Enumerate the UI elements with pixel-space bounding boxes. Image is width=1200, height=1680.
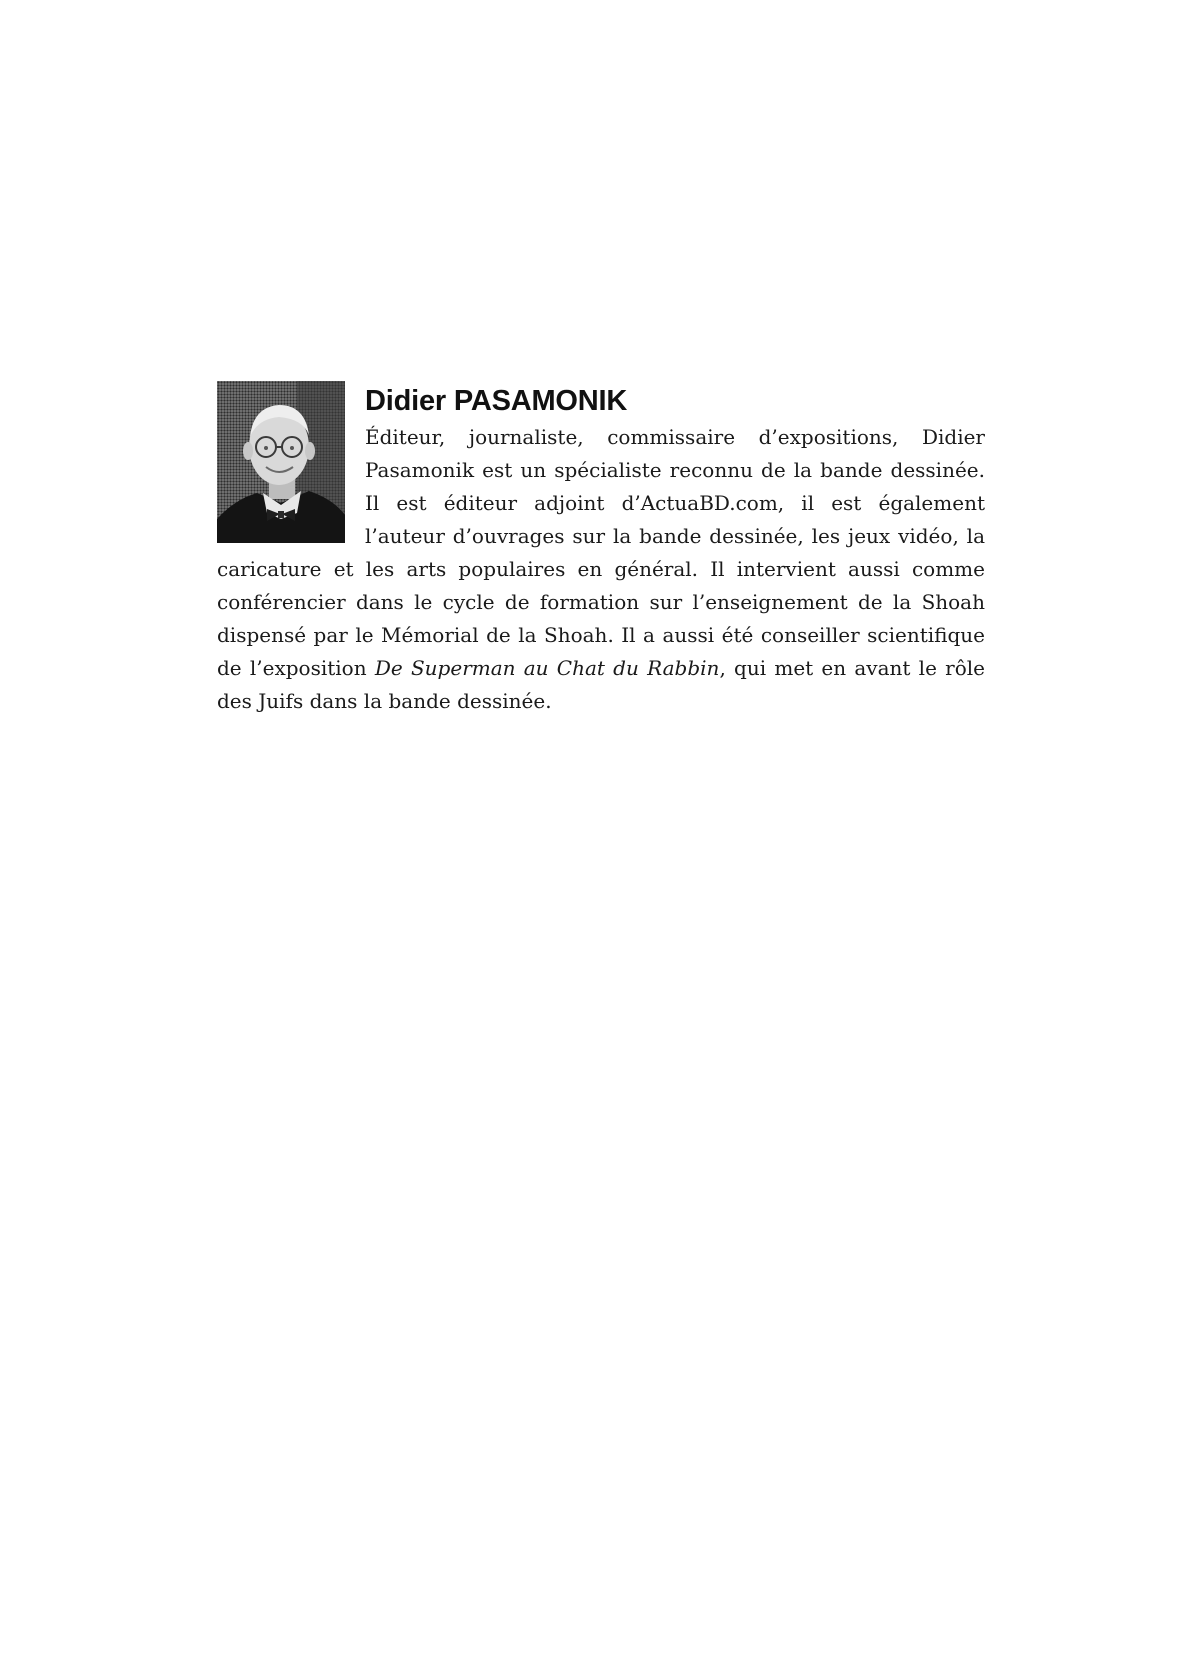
author-name: Didier PASAMONIK [365,385,628,417]
bio-text-part-1: Éditeur, journaliste, commissaire d’expositions, Didier Pasamonik est un spécialiste reconnu de la bande dessinée. Il est éditeur adjoint d’ActuaBD.com, il est également l’auteur d’ouvrages sur la bande dessinée, les jeux vidéo, la caricature et les arts populaires en général. Il intervient aussi comme conférencier dans le cycle de formation sur l’enseignement de la Shoah dispensé par le Mémorial de la Shoah. Il a aussi été conseiller scientifique de l’exposition [217,425,985,680]
author-portrait-photo [217,381,345,543]
portrait-illustration [217,381,345,543]
bio-text-part-2: , qui met en avant le rôle des Juifs dans la bande dessinée. [217,656,985,713]
author-bio [217,381,985,718]
exhibition-title: De Superman au Chat du Rabbin [374,656,720,680]
